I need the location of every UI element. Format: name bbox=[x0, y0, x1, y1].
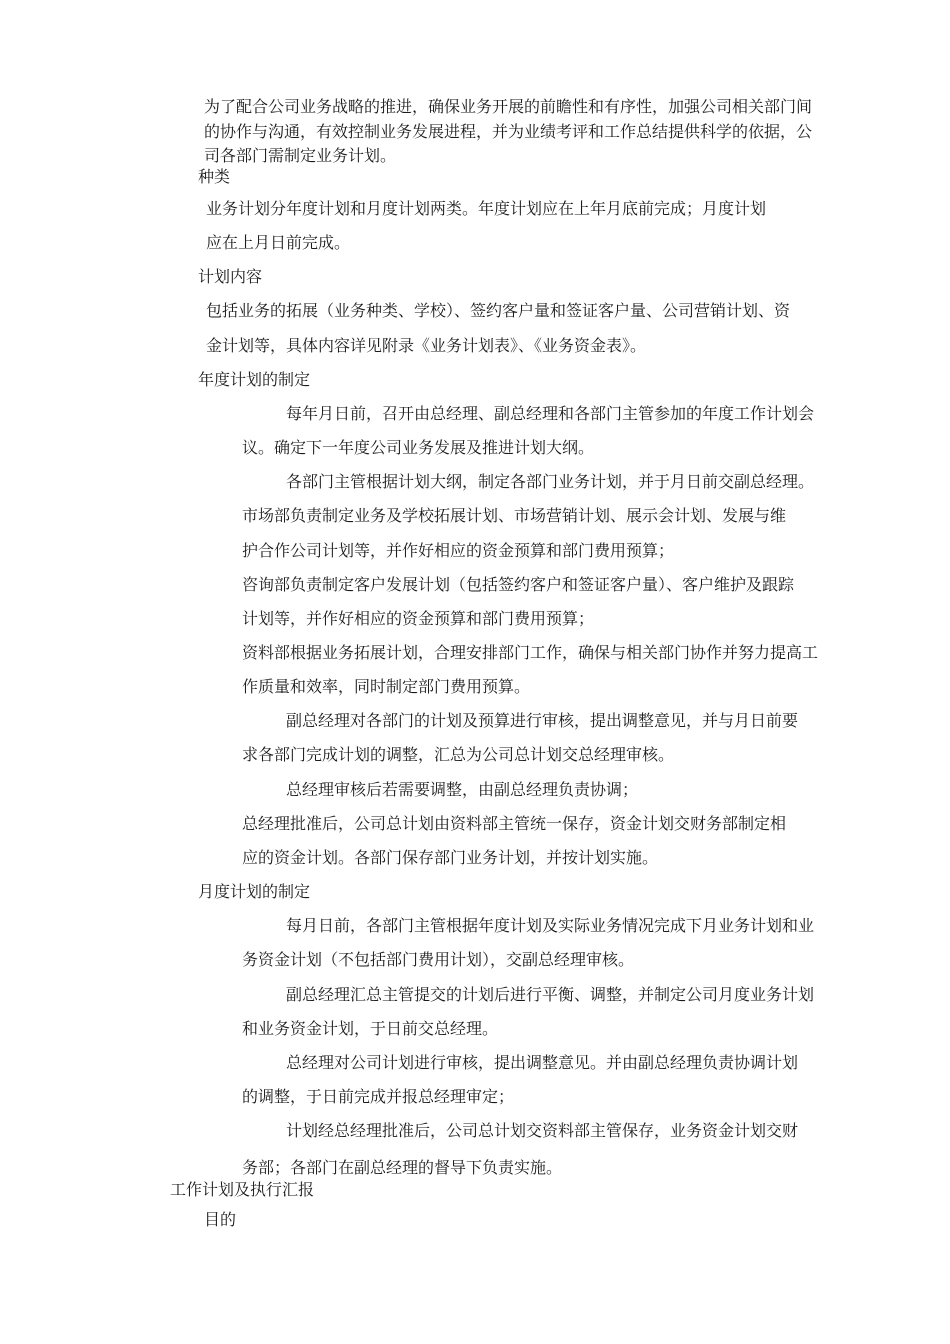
intro-line: 为了配合公司业务战略的推进，确保业务开展的前瞻性和有序性，加强公司相关部门间 bbox=[204, 97, 813, 116]
intro-line: 的协作与沟通，有效控制业务发展进程，并为业绩考评和工作总结提供科学的依据，公 bbox=[204, 122, 813, 141]
paragraph-line: 求各部门完成计划的调整，汇总为公司总计划交总经理审核。 bbox=[242, 745, 675, 764]
paragraph-line: 的调整，于日前完成并报总经理审定； bbox=[242, 1087, 515, 1106]
section-heading-types: 种类 bbox=[198, 167, 231, 186]
paragraph-line: 护合作公司计划等，并作好相应的资金预算和部门费用预算； bbox=[242, 541, 675, 560]
section-heading-monthly: 月度计划的制定 bbox=[198, 882, 311, 901]
paragraph-line: 和业务资金计划，于日前交总经理。 bbox=[242, 1019, 499, 1038]
paragraph-line: 资料部根据业务拓展计划，合理安排部门工作，确保与相关部门协作并努力提高工 bbox=[242, 643, 819, 662]
section-heading-content: 计划内容 bbox=[198, 267, 263, 286]
paragraph-line: 副总经理对各部门的计划及预算进行审核，提出调整意见，并与月日前要 bbox=[286, 711, 799, 730]
paragraph-line: 副总经理汇总主管提交的计划后进行平衡、调整，并制定公司月度业务计划 bbox=[286, 985, 815, 1004]
paragraph-line: 各部门主管根据计划大纲，制定各部门业务计划，并于月日前交副总经理。 bbox=[286, 472, 815, 491]
paragraph-line: 务部；各部门在副总经理的督导下负责实施。 bbox=[242, 1158, 563, 1177]
paragraph-line: 总经理批准后，公司总计划由资料部主管统一保存，资金计划交财务部制定相 bbox=[242, 814, 787, 833]
paragraph-line: 金计划等，具体内容详见附录《业务计划表》、《业务资金表》。 bbox=[206, 336, 647, 355]
paragraph-line: 计划经总经理批准后，公司总计划交资料部主管保存，业务资金计划交财 bbox=[286, 1121, 799, 1140]
paragraph-line: 务资金计划（不包括部门费用计划），交副总经理审核。 bbox=[242, 950, 635, 969]
paragraph-line: 应的资金计划。各部门保存部门业务计划，并按计划实施。 bbox=[242, 848, 659, 867]
paragraph-line: 市场部负责制定业务及学校拓展计划、市场营销计划、展示会计划、发展与维 bbox=[242, 506, 787, 525]
paragraph-line: 每月日前，各部门主管根据年度计划及实际业务情况完成下月业务计划和业 bbox=[286, 916, 815, 935]
sub-heading-purpose: 目的 bbox=[204, 1210, 237, 1229]
paragraph-line: 总经理对公司计划进行审核，提出调整意见。并由副总经理负责协调计划 bbox=[286, 1053, 799, 1072]
intro-line: 司各部门需制定业务计划。 bbox=[204, 146, 397, 165]
section-heading-annual: 年度计划的制定 bbox=[198, 370, 311, 389]
paragraph-line: 咨询部负责制定客户发展计划（包括签约客户和签证客户量）、客户维护及跟踪 bbox=[242, 575, 795, 594]
paragraph-line: 作质量和效率，同时制定部门费用预算。 bbox=[242, 677, 531, 696]
section-heading-report: 工作计划及执行汇报 bbox=[170, 1180, 315, 1199]
paragraph-line: 议。确定下一年度公司业务发展及推进计划大纲。 bbox=[242, 438, 595, 457]
paragraph-line: 包括业务的拓展（业务种类、学校）、签约客户量和签证客户量、公司营销计划、资 bbox=[206, 301, 791, 320]
paragraph-line: 每年月日前，召开由总经理、副总经理和各部门主管参加的年度工作计划会 bbox=[286, 404, 815, 423]
paragraph-line: 应在上月日前完成。 bbox=[206, 233, 351, 252]
paragraph-line: 总经理审核后若需要调整，由副总经理负责协调； bbox=[286, 780, 639, 799]
paragraph-line: 业务计划分年度计划和月度计划两类。年度计划应在上年月底前完成；月度计划 bbox=[206, 199, 767, 218]
paragraph-line: 计划等，并作好相应的资金预算和部门费用预算； bbox=[242, 609, 595, 628]
